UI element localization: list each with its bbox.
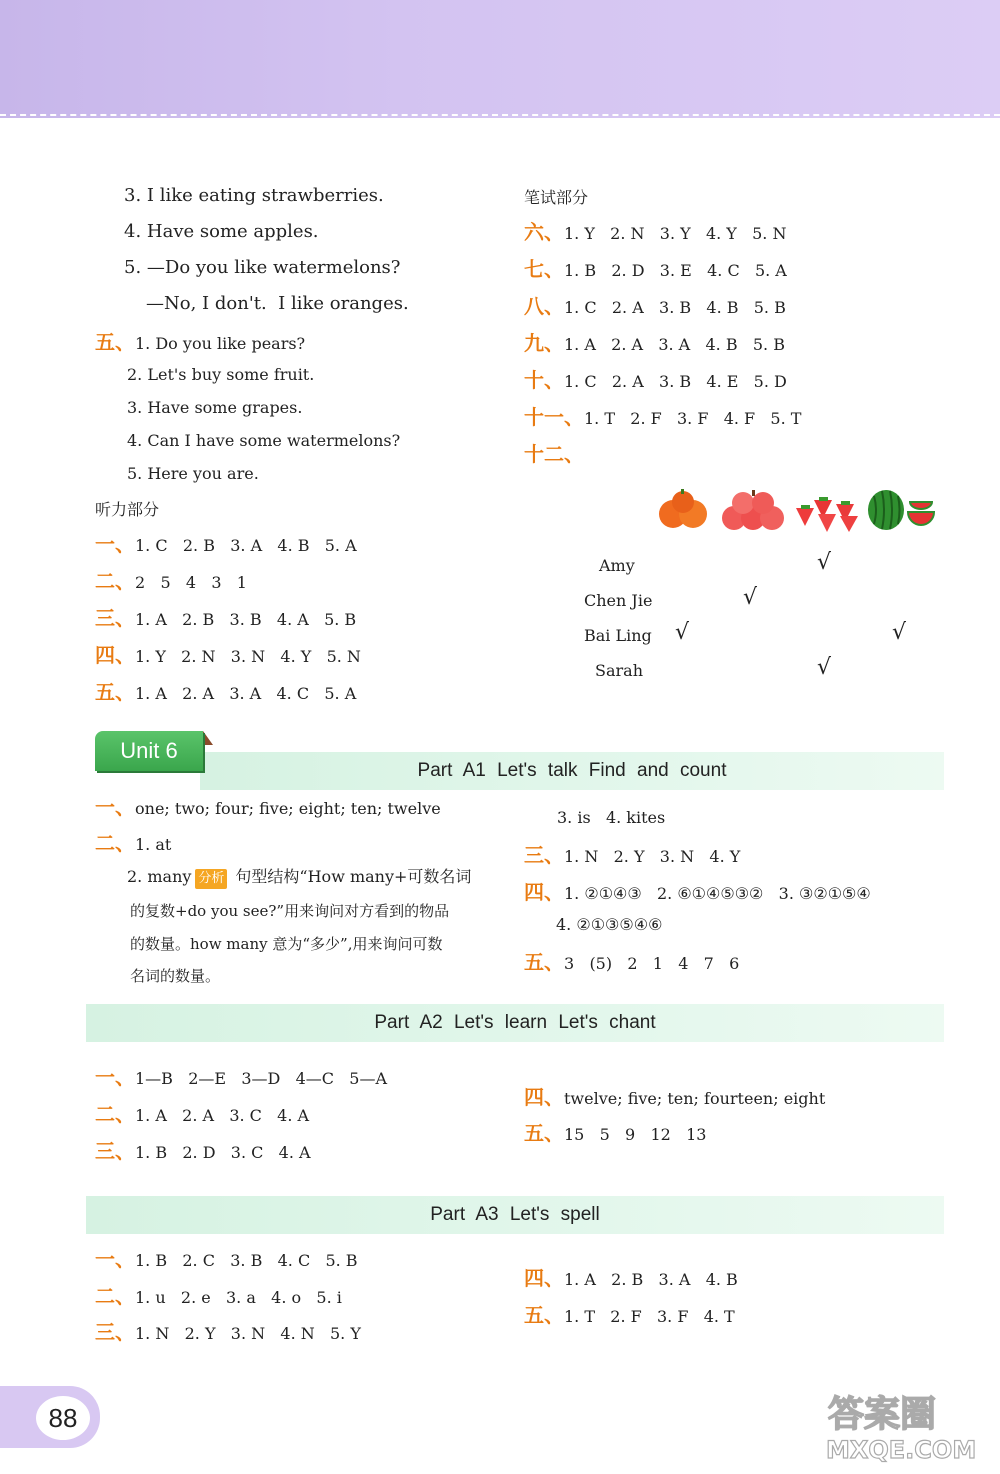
- answer-text: 1. A 2. B 3. A 4. B: [564, 1270, 738, 1289]
- answer-row: [524, 952, 739, 974]
- svg-text:答案圈: 答案圈: [828, 1394, 937, 1435]
- answer-row: [524, 333, 785, 355]
- section-band-a2: Part A2 Let's learn Let's chant: [86, 1004, 944, 1042]
- section-marker: 一、: [95, 1065, 135, 1089]
- answer-row: [524, 1123, 706, 1145]
- answer-row: [524, 845, 740, 867]
- section-marker: 三、: [95, 606, 135, 630]
- answer-text: 1. Y 2. N 3. N 4. Y 5. N: [135, 647, 361, 666]
- answer-row: [524, 444, 584, 466]
- answer-row: [95, 1249, 358, 1271]
- answer-row: [95, 1104, 309, 1126]
- answer-text: one; two; four; five; eight; ten; twelve: [135, 799, 441, 818]
- orange-icon: [656, 488, 712, 532]
- answer-row: [524, 370, 787, 392]
- svg-text:MXQE.COM: MXQE.COM: [826, 1436, 977, 1464]
- answer-row: [95, 1322, 361, 1344]
- answer-row: [95, 608, 356, 630]
- answer-row: [95, 1141, 311, 1163]
- section-marker: 四、: [524, 880, 564, 904]
- answer-text: 1. A 2. B 3. B 4. A 5. B: [135, 610, 357, 629]
- check-mark: √: [817, 550, 832, 575]
- answer-text: 1—B 2—E 3—D 4—C 5—A: [135, 1069, 387, 1088]
- section-marker: 二、: [95, 831, 135, 855]
- section-marker: 四、: [524, 1266, 564, 1290]
- section-marker: 七、: [524, 257, 564, 281]
- answer-text: 1. at: [135, 835, 172, 854]
- section-band-a3: Part A3 Let's spell: [86, 1196, 944, 1234]
- table-name: Chen Jie: [584, 591, 653, 610]
- answer-line: 5. —Do you like watermelons?: [124, 257, 401, 278]
- analysis-text: 的复数+do you see?”用来询问对方看到的物品: [130, 902, 450, 920]
- answer-text: 1. B 2. D 3. C 4. A: [135, 1143, 311, 1162]
- check-mark: √: [892, 620, 907, 645]
- section-marker: 三、: [524, 843, 564, 867]
- answer-line: —No, I don't. I like oranges.: [146, 293, 409, 314]
- answer-text: 1. N 2. Y 3. N 4. N 5. Y: [135, 1324, 361, 1343]
- section-marker: 五、: [95, 330, 135, 354]
- section-marker: 二、: [95, 1284, 135, 1308]
- answer-row: [95, 1286, 342, 1308]
- answer-line: 4. Have some apples.: [124, 221, 319, 242]
- answer-row: [524, 1087, 825, 1109]
- answer-text: twelve; five; ten; fourteen; eight: [564, 1089, 826, 1108]
- section-marker: 一、: [95, 532, 135, 556]
- unit-label: Unit 6: [95, 731, 203, 771]
- answer-text: 2. many: [127, 867, 192, 886]
- apple-icon: [720, 488, 786, 534]
- section-marker: 五、: [524, 1121, 564, 1145]
- page-number: 88: [36, 1396, 90, 1440]
- answer-line: 4. Can I have some watermelons?: [127, 431, 401, 450]
- answer-text: 1. C 2. A 3. B 4. E 5. D: [564, 372, 787, 391]
- watermelon-icon: [866, 488, 938, 532]
- written-title: 笔试部分: [524, 188, 589, 207]
- analysis-text: 的数量。how many 意为“多少”,用来询问可数: [130, 935, 443, 953]
- answer-text: 1. N 2. Y 3. N 4. Y: [564, 847, 741, 866]
- section-marker: 五、: [524, 950, 564, 974]
- section-band-a1: Part A1 Let's talk Find and count: [200, 752, 944, 790]
- section-marker: 三、: [95, 1320, 135, 1344]
- answer-text: 15 5 9 12 13: [564, 1125, 707, 1144]
- answer-row: [95, 571, 247, 593]
- answer-row: [524, 222, 786, 244]
- answer-line: 1. Do you like pears?: [135, 334, 306, 353]
- section-marker: 四、: [524, 1085, 564, 1109]
- section-marker: 二、: [95, 1102, 135, 1126]
- section-marker: 十一、: [524, 405, 584, 429]
- unit-tab-fold: [203, 731, 213, 745]
- section-marker: 十、: [524, 368, 564, 392]
- section-marker: 一、: [95, 795, 135, 819]
- section-marker: 五、: [95, 680, 135, 704]
- answer-row: [524, 882, 871, 904]
- answer-row: [95, 682, 356, 704]
- check-mark: √: [675, 620, 690, 645]
- section-marker: 九、: [524, 331, 564, 355]
- answer-text: 1. Y 2. N 3. Y 4. Y 5. N: [564, 224, 787, 243]
- answer-line: 5. Here you are.: [127, 464, 259, 483]
- answer-row: [524, 259, 787, 281]
- watermark-logo: [820, 1386, 990, 1466]
- answer-row: [95, 1067, 387, 1089]
- table-name: Amy: [599, 556, 635, 575]
- answer-row: [95, 534, 357, 556]
- answer-text: 1. B 2. C 3. B 4. C 5. B: [135, 1251, 358, 1270]
- answer-text: 1. T 2. F 3. F 4. T: [564, 1307, 735, 1326]
- analysis-text: 句型结构“How many+可数名词: [235, 867, 472, 886]
- answer-row: [524, 296, 786, 318]
- analysis-text: 名词的数量。: [130, 967, 221, 985]
- section-marker: 三、: [95, 1139, 135, 1163]
- answer-text: 1. A 2. A 3. A 4. C 5. A: [135, 684, 357, 703]
- answer-text: 4. ②①③⑤④⑥: [556, 915, 663, 934]
- check-mark: √: [743, 585, 758, 610]
- page-header-band: [0, 0, 1000, 118]
- table-name: Bai Ling: [584, 626, 652, 645]
- section-marker: 十二、: [524, 442, 584, 466]
- answer-line: 3. I like eating strawberries.: [124, 185, 384, 206]
- answer-row: [95, 645, 361, 667]
- answer-row: [524, 1268, 738, 1290]
- answer-row: [95, 833, 171, 855]
- analysis-row: [127, 867, 471, 889]
- answer-row: [556, 915, 662, 935]
- section-marker: 五、: [524, 1303, 564, 1327]
- section-wu: [95, 332, 305, 354]
- answer-text: 2 5 4 3 1: [135, 573, 247, 592]
- answer-text: 1. A 2. A 3. A 4. B 5. B: [564, 335, 785, 354]
- answer-text: 1. T 2. F 3. F 4. F 5. T: [584, 409, 802, 428]
- answer-row: [95, 797, 441, 819]
- answer-text: 1. A 2. A 3. C 4. A: [135, 1106, 310, 1125]
- answer-text: 1. B 2. D 3. E 4. C 5. A: [564, 261, 787, 280]
- analysis-badge: 分析: [195, 869, 227, 889]
- strawberry-icon: [792, 490, 860, 534]
- answer-text: 1. C 2. A 3. B 4. B 5. B: [564, 298, 786, 317]
- answer-line: 2. Let's buy some fruit.: [127, 365, 315, 384]
- answer-row: [524, 1305, 735, 1327]
- answer-text: 1. ②①④③ 2. ⑥①④⑤③② 3. ③②①⑤④: [564, 884, 871, 903]
- section-marker: 二、: [95, 569, 135, 593]
- answer-row: [524, 407, 801, 429]
- answer-text: 1. C 2. B 3. A 4. B 5. A: [135, 536, 357, 555]
- check-mark: √: [817, 655, 832, 680]
- answer-line: 3. Have some grapes.: [127, 398, 303, 417]
- listening-title: 听力部分: [95, 500, 160, 519]
- header-dashed-line: [0, 114, 1000, 116]
- section-marker: 四、: [95, 643, 135, 667]
- table-name: Sarah: [595, 661, 643, 680]
- answer-text: 1. u 2. e 3. a 4. o 5. i: [135, 1288, 342, 1307]
- section-marker: 一、: [95, 1247, 135, 1271]
- section-marker: 六、: [524, 220, 564, 244]
- section-marker: 八、: [524, 294, 564, 318]
- answer-text: 3 (5) 2 1 4 7 6: [564, 954, 740, 973]
- answer-line: 3. is 4. kites: [557, 808, 666, 827]
